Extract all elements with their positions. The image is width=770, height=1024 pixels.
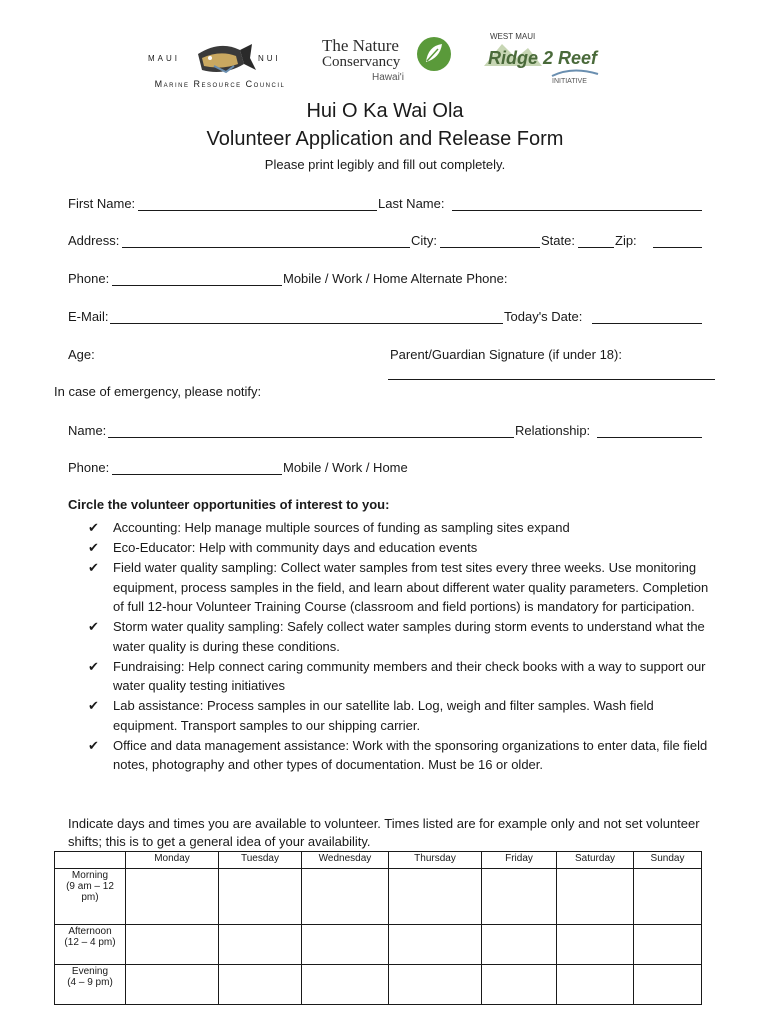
email-field[interactable]: [110, 323, 503, 324]
availability-table: [54, 851, 702, 1005]
day-header: Wednesday: [302, 852, 389, 869]
emergency-name-field[interactable]: [108, 437, 514, 438]
zip-label: Zip:: [615, 233, 637, 248]
city-label: City:: [411, 233, 437, 248]
availability-cell[interactable]: [126, 869, 219, 925]
day-header: Thursday: [389, 852, 482, 869]
leaf-icon: [416, 36, 452, 72]
slot-label: Afternoon (12 – 4 pm): [55, 925, 126, 965]
relationship-field[interactable]: [597, 437, 702, 438]
last-name-label: Last Name:: [378, 196, 445, 211]
nature-conservancy-logo: [320, 32, 460, 92]
opportunity-item[interactable]: ✔ Eco-Educator: Help with community days and education events: [88, 538, 718, 558]
availability-cell[interactable]: [302, 925, 389, 965]
opportunities-heading: Circle the volunteer opportunities of interest to you:: [68, 497, 390, 512]
availability-cell[interactable]: [482, 869, 557, 925]
emergency-name-label: Name:: [68, 423, 107, 438]
date-label: Today's Date:: [504, 309, 583, 324]
alt-phone-label: Mobile / Work / Home Alternate Phone:: [283, 271, 508, 286]
emergency-heading: In case of emergency, please notify:: [54, 384, 262, 399]
state-label: State:: [541, 233, 575, 248]
ridge-to-reef-logo: [482, 30, 612, 92]
email-label: E-Mail:: [68, 309, 109, 324]
age-label: Age:: [68, 347, 95, 362]
day-header: Saturday: [557, 852, 634, 869]
address-field[interactable]: [122, 247, 410, 248]
city-field[interactable]: [440, 247, 540, 248]
tnc-line1: The Nature: [322, 36, 399, 55]
form-title: Hui O Ka Wai Ola: [306, 100, 464, 122]
date-field[interactable]: [592, 323, 702, 324]
availability-cell[interactable]: [557, 965, 634, 1005]
slot-label: Morning (9 am – 12 pm): [55, 869, 126, 925]
availability-intro: Indicate days and times you are available to volunteer. Times listed are for example only and not set volunteer shifts; this is to get a general idea of your availability.: [68, 816, 700, 849]
day-header: Tuesday: [219, 852, 302, 869]
opportunity-item[interactable]: ✔ Field water quality sampling: Collect water samples from test sites every three weeks. Use monitoring equipment, process samples in the field, and learn about different water quality parameters. Completion of full 12-hour Volunteer Training Course (classroom and field portions) is mandatory for participation.: [88, 560, 709, 614]
availability-cell[interactable]: [634, 869, 702, 925]
maui-nui-logo: [140, 36, 300, 96]
availability-cell[interactable]: [482, 925, 557, 965]
day-header: Sunday: [634, 852, 702, 869]
availability-cell[interactable]: [219, 965, 302, 1005]
availability-cell[interactable]: [126, 925, 219, 965]
relationship-label: Relationship:: [515, 423, 591, 438]
r2r-top: WEST MAUI: [490, 32, 536, 41]
last-name-field[interactable]: [452, 210, 702, 211]
r2r-main: Ridge 2 Reef: [488, 48, 598, 68]
check-icon: ✔: [88, 560, 99, 575]
availability-cell[interactable]: [389, 965, 482, 1005]
opportunities-list: [88, 518, 718, 775]
availability-cell[interactable]: [634, 965, 702, 1005]
state-field[interactable]: [578, 247, 614, 248]
instructions: Please print legibly and fill out completely.: [264, 157, 506, 172]
maui-word: MAUI: [148, 54, 180, 63]
phone-label: Phone:: [68, 271, 110, 286]
availability-cell[interactable]: [557, 869, 634, 925]
r2r-bottom: INITIATIVE: [552, 78, 587, 85]
address-label: Address:: [68, 233, 120, 248]
tnc-line2: Conservancy: [322, 54, 401, 70]
opportunity-item[interactable]: ✔ Lab assistance: Process samples in our satellite lab. Log, weigh and filter samples. Wash field equipment. Transport samples to our shipping carrier.: [88, 698, 654, 733]
availability-cell[interactable]: [389, 925, 482, 965]
check-icon: ✔: [88, 658, 99, 674]
guardian-signature-label: Parent/Guardian Signature (if under 18):: [390, 347, 622, 362]
day-header: Monday: [126, 852, 219, 869]
opportunity-item[interactable]: ✔ Accounting: Help manage multiple sources of funding as sampling sites expand: [88, 518, 718, 538]
nui-word: NUI: [258, 54, 281, 63]
availability-cell[interactable]: [557, 925, 634, 965]
check-icon: ✔: [88, 698, 99, 713]
first-name-label: First Name:: [68, 196, 136, 211]
guardian-signature-field[interactable]: [388, 379, 715, 380]
opportunity-item[interactable]: ✔ Office and data management assistance: Work with the sponsoring organizations to enter data, file field notes, photography and other types of documentation. Must be 16 or older.: [88, 737, 708, 772]
day-header: Friday: [482, 852, 557, 869]
opportunity-item[interactable]: ✔ Storm water quality sampling: Safely collect water samples during storm events to understand what the water quality is during these conditions.: [88, 619, 705, 654]
availability-cell[interactable]: [634, 925, 702, 965]
zip-field[interactable]: [653, 247, 702, 248]
availability-cell[interactable]: [302, 965, 389, 1005]
first-name-field[interactable]: [138, 210, 377, 211]
form-subtitle-title: Volunteer Application and Release Form: [206, 128, 564, 150]
slot-label: Evening (4 – 9 pm): [55, 965, 126, 1005]
availability-cell[interactable]: [219, 869, 302, 925]
emergency-phone-label: Phone:: [68, 460, 110, 475]
availability-cell[interactable]: [219, 925, 302, 965]
emergency-mobile-label: Mobile / Work / Home: [283, 460, 408, 475]
check-icon: ✔: [88, 737, 99, 753]
opportunity-item[interactable]: ✔ Fundraising: Help connect caring community members and their check books with a way to support our water quality testing initiatives: [88, 658, 706, 693]
tnc-line3: Hawai'i: [372, 72, 404, 83]
availability-cell[interactable]: [126, 965, 219, 1005]
availability-cell[interactable]: [482, 965, 557, 1005]
council-caption: Marine Resource Council: [154, 79, 286, 89]
corner-cell: [55, 852, 126, 869]
phone-field[interactable]: [112, 285, 282, 286]
emergency-phone-field[interactable]: [112, 474, 282, 475]
availability-cell[interactable]: [302, 869, 389, 925]
check-icon: ✔: [88, 540, 99, 555]
availability-cell[interactable]: [389, 869, 482, 925]
check-icon: ✔: [88, 520, 99, 535]
check-icon: ✔: [88, 619, 99, 634]
